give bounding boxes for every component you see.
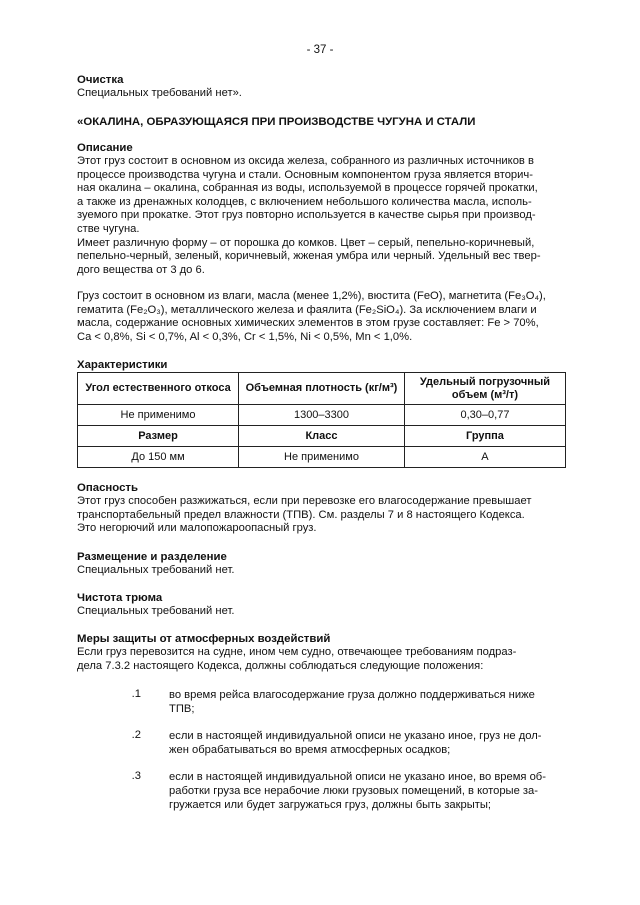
list-item-line: работки груза все нерабочие люки грузовых помещений, в которые за- — [169, 785, 538, 797]
value-angle-of-repose: Не применимо — [78, 405, 239, 426]
weather-line: дела 7.3.2 настоящего Кодекса, должны соблюдаться следующие положения: — [77, 659, 484, 672]
composition-line: Груз состоит в основном из влаги, масла (менее 1,2%), вюстита (FeO), магнетита (Fe₃O₄), — [77, 290, 546, 302]
header-bulk-density: Объемная плотность (кг/м³) — [239, 373, 405, 405]
weather-section — [77, 633, 566, 673]
composition-line: Ca < 0,8%, Si < 0,7%, Al < 0,3%, Cr < 1,5%, Ni < 0,5%, Mn < 1,0%. — [77, 330, 413, 343]
value-class: Не применимо — [239, 447, 405, 468]
description-line: стве чугуна. — [77, 222, 140, 235]
description-section — [77, 142, 566, 277]
stowage-heading: Размещение и разделение — [77, 551, 227, 563]
table-row — [78, 426, 566, 447]
value-group: A — [404, 447, 565, 468]
description-line: дого вещества от 3 до 6. — [77, 263, 205, 276]
weather-heading: Меры защиты от атмосферных воздействий — [77, 633, 331, 645]
page-number: - 37 - — [306, 44, 334, 56]
table-row — [78, 373, 566, 405]
description-line: ная окалина – окалина, собранная из воды, используемой в процессе горячей прокатки, — [77, 182, 538, 195]
header-angle-of-repose: Угол естественного откоса — [78, 373, 239, 405]
cleaning-heading: Очистка — [77, 74, 124, 86]
list-item-line: во время рейса влагосодержание груза должно поддерживаться ниже — [169, 689, 535, 701]
header-size: Размер — [78, 426, 239, 447]
list-item-text — [169, 770, 566, 812]
list-item-line: если в настоящей индивидуальной описи не указано иное, во время об- — [169, 771, 546, 783]
value-bulk-density: 1300–3300 — [239, 405, 405, 426]
characteristics-heading: Характеристики — [77, 359, 168, 371]
description-heading: Описание — [77, 142, 133, 154]
header-group: Группа — [404, 426, 565, 447]
list-item-text — [169, 688, 566, 716]
list-item-line: ТПВ; — [169, 703, 195, 715]
cleaning-text: Специальных требований нет». — [77, 87, 242, 99]
description-line: процессе производства чугуна и стали. Основным компонентом груза является вторич- — [77, 168, 533, 181]
weather-line: Если груз перевозится на судне, ином чем судно, отвечающее требованиям подраз- — [77, 646, 517, 658]
hold-cleanliness-text: Специальных требований нет. — [77, 605, 235, 617]
list-item-line: жен обрабатываться во время атмосферных осадков; — [169, 744, 451, 756]
description-line: Этот груз состоит в основном из оксида железа, собранного из различных источников в — [77, 155, 534, 167]
hazard-line: Это негорючий или малопожароопасный груз. — [77, 522, 317, 535]
stowage-text: Специальных требований нет. — [77, 564, 235, 576]
description-line: Имеет различную форму – от порошка до комков. Цвет – серый, пепельно-коричневый, — [77, 236, 535, 249]
hazard-line: Этот груз способен разжижаться, если при перевозке его влагосодержание превышает — [77, 495, 532, 507]
description-line: а также из дренажных колодцев, с включением небольшого количества масла, исполь- — [77, 195, 532, 208]
hazard-line: транспортабельный предел влажности (ТПВ). См. разделы 7 и 8 настоящего Кодекса. — [77, 508, 525, 521]
cargo-title: «ОКАЛИНА, ОБРАЗУЮЩАЯСЯ ПРИ ПРОИЗВОДСТВЕ ЧУГУНА И СТАЛИ — [77, 116, 476, 128]
hold-cleanliness-section — [77, 592, 566, 619]
list-item-text — [169, 729, 566, 757]
list-item-line: гружается или будет загружаться груз, должны быть закрыты; — [169, 799, 492, 811]
table-row — [78, 447, 566, 468]
composition-line: масла, содержание основных химических элементов в этом грузе составляет: Fe > 70%, — [77, 317, 539, 330]
weather-text — [77, 646, 566, 673]
hazard-heading: Опасность — [77, 482, 139, 494]
description-line: зуемого при прокатке. Этот груз повторно используется в качестве сырья при производ- — [77, 209, 536, 222]
value-stowage-factor: 0,30–0,77 — [404, 405, 565, 426]
cleaning-section — [77, 74, 566, 101]
header-stowage-factor: Удельный погрузочный объем (м³/т) — [404, 373, 565, 405]
list-item-number: .2 — [131, 729, 141, 741]
list-item-line: если в настоящей индивидуальной описи не указано иное, груз не дол- — [169, 730, 542, 742]
description-line: пепельно-черный, зеленый, коричневый, жженая умбра или черный. Удельный вес твер- — [77, 250, 541, 263]
hold-cleanliness-heading: Чистота трюма — [77, 592, 163, 604]
value-size: До 150 мм — [78, 447, 239, 468]
list-item-number: .3 — [131, 770, 141, 782]
stowage-section — [77, 551, 566, 578]
characteristics-section — [77, 359, 566, 468]
hazard-text — [77, 495, 566, 536]
header-class: Класс — [239, 426, 405, 447]
characteristics-table — [77, 372, 566, 468]
description-text — [77, 155, 566, 277]
table-row — [78, 405, 566, 426]
composition-line: гематита (Fe₂O₃), металлического железа и фаялита (Fe₂SiO₄). За исключением влаги и — [77, 303, 537, 316]
composition-text — [77, 290, 566, 344]
hazard-section — [77, 482, 566, 536]
list-item-number: .1 — [131, 688, 141, 700]
